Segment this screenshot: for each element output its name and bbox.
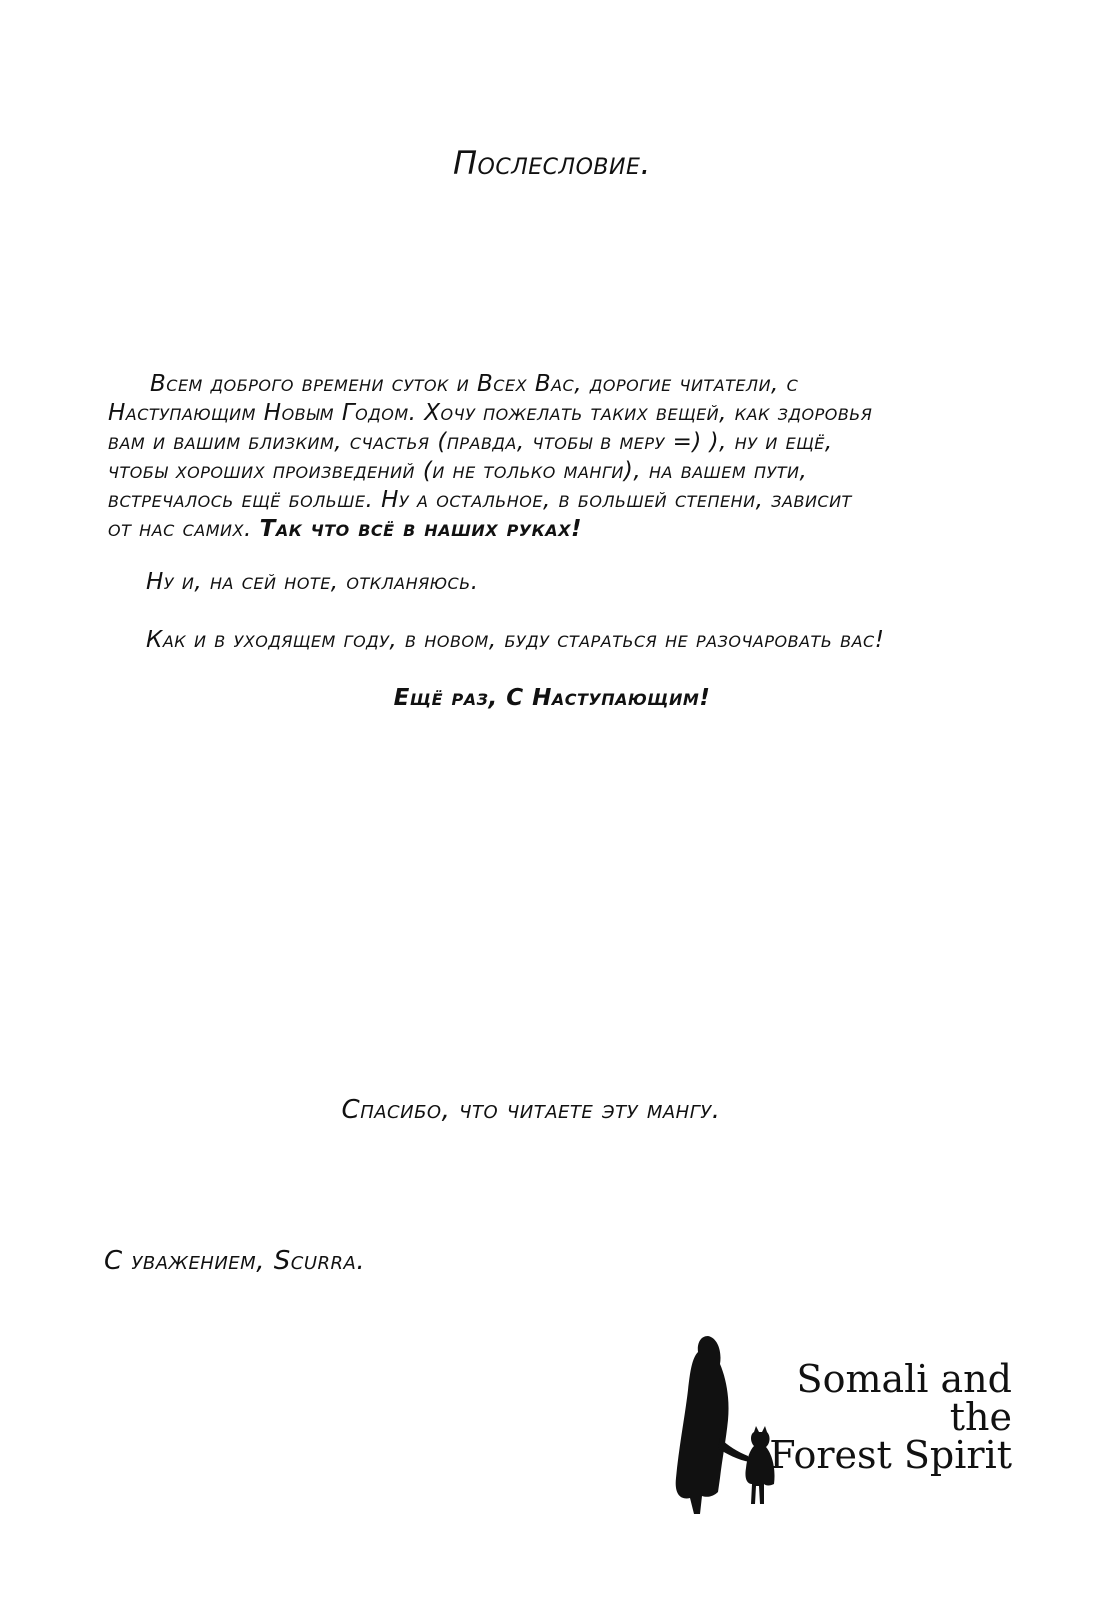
greeting-paragraph: Ещё раз, С Наступающим!: [393, 685, 711, 711]
body-line-4: чтобы хороших произведений (и не только манги), на вашем пути,: [108, 458, 808, 484]
body-line-6-plain: от нас самих.: [108, 516, 260, 542]
body-line-2: Наступающим Новым Годом. Хочу пожелать таких вещей, как здоровья: [108, 400, 873, 426]
body-line-1: Всем доброго времени суток и Всех Вас, дорогие читатели, с: [150, 371, 799, 397]
farewell-paragraph: Ну и, на сей ноте, откланяюсь.: [146, 569, 479, 595]
afterword-body: [108, 370, 1048, 544]
body-line-6-bold: Так что всё в наших руках!: [259, 516, 582, 542]
signature: С уважением, Scurra.: [104, 1246, 366, 1276]
logo-title-line-2: Forest Spirit: [769, 1433, 1012, 1477]
logo-title: [742, 1357, 1012, 1477]
body-line-6: [108, 515, 1048, 544]
promise-paragraph: Как и в уходящем году, в новом, буду стараться не разочаровать вас!: [146, 627, 885, 653]
body-line-3: вам и вашим близким, счастья (правда, чтобы в меру =) ), ну и ещё,: [108, 429, 833, 455]
series-logo: [670, 1328, 1020, 1528]
page-title: Послесловие.: [452, 144, 652, 182]
body-line-5: встречалось ещё больше. Ну а остальное, в большей степени, зависит: [108, 487, 852, 513]
logo-title-line-1: Somali and the: [796, 1357, 1012, 1439]
thanks-line: Спасибо, что читаете эту мангу.: [341, 1095, 721, 1125]
